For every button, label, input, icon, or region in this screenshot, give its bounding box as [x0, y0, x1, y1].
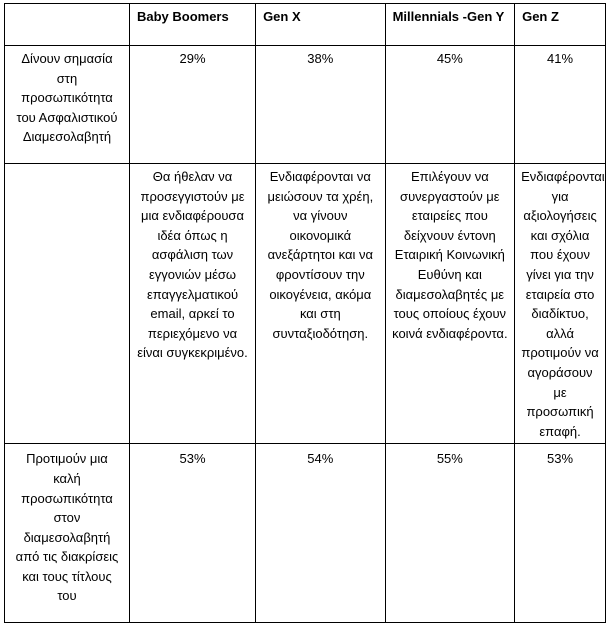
- cell-millennials: 45%: [385, 46, 515, 164]
- cell-gen-z: 41%: [515, 46, 606, 164]
- cell-gen-x: 54%: [256, 444, 386, 623]
- cell-millennials: Επιλέγουν να συνεργαστούν με εταιρείες που δείχνουν έντονη Εταιρική Κοινωνική Ευθύνη και διαμεσολαβητές με τους οποίους έχουν κοινά ενδιαφέροντα.: [385, 164, 515, 444]
- header-row: [5, 4, 606, 46]
- generations-comparison-table: [4, 3, 606, 623]
- cell-baby-boomers: 29%: [129, 46, 255, 164]
- cell-gen-x: 38%: [256, 46, 386, 164]
- row-label-personality-preference: Προτιμούν μια καλή προσωπικότητα στον διαμεσολαβητή από τις διακρίσεις και τους τίτλους του: [5, 444, 130, 623]
- header-baby-boomers: Baby Boomers: [129, 4, 255, 46]
- cell-millennials: 55%: [385, 444, 515, 623]
- header-gen-x: Gen X: [256, 4, 386, 46]
- cell-gen-z: 53%: [515, 444, 606, 623]
- table-row: [5, 46, 606, 164]
- table-row: [5, 164, 606, 444]
- cell-baby-boomers: 53%: [129, 444, 255, 623]
- header-gen-z: Gen Z: [515, 4, 606, 46]
- row-label-empty: [5, 164, 130, 444]
- row-label-personality-importance: Δίνουν σημασία στη προσωπικότητα του Ασφαλιστικού Διαμεσολαβητή: [5, 46, 130, 164]
- header-empty: [5, 4, 130, 46]
- cell-gen-z: Ενδιαφέρονται για αξιολογήσεις και σχόλια που έχουν γίνει για την εταιρεία στο διαδίκτυο, αλλά προτιμούν να αγοράσουν με προσωπική επαφή.: [515, 164, 606, 444]
- table-row: [5, 444, 606, 623]
- header-millennials: Millennials -Gen Y: [385, 4, 515, 46]
- cell-baby-boomers: Θα ήθελαν να προσεγγιστούν με μια ενδιαφέρουσα ιδέα όπως η ασφάλιση των εγγονιών μέσω επαγγελματικού email, αρκεί το περιεχόμενο να είναι συγκεκριμένο.: [129, 164, 255, 444]
- cell-gen-x: Ενδιαφέρονται να μειώσουν τα χρέη, να γίνουν οικονομικά ανεξάρτητοι και να φροντίσουν την οικογένεια, ακόμα και στη συνταξιοδότηση.: [256, 164, 386, 444]
